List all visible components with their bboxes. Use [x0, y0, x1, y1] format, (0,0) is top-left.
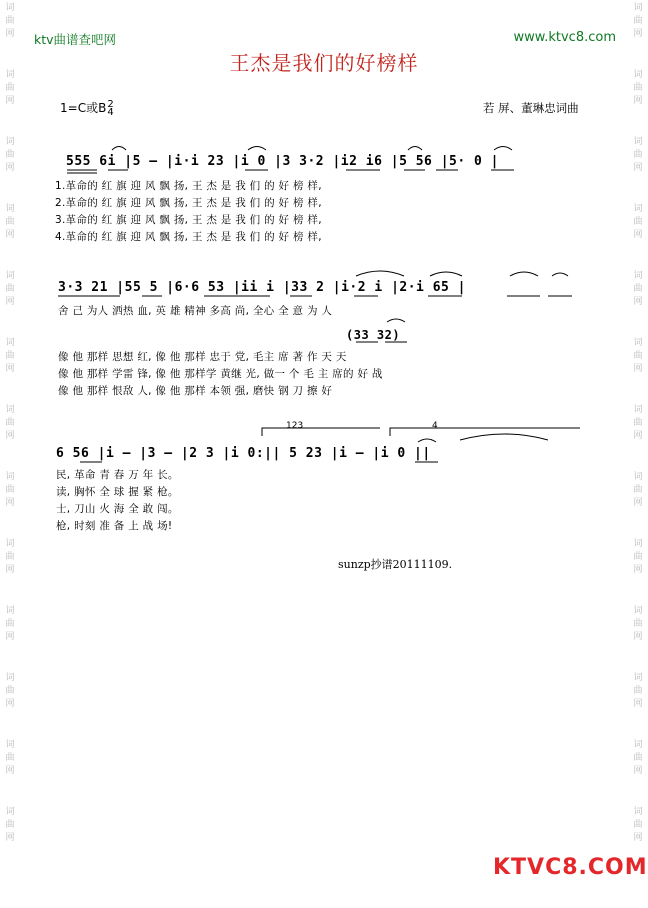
- tie: [248, 147, 266, 151]
- lyric-line-3-verse-3: 士, 刀山 火 海 全 敢 闯。: [56, 503, 179, 515]
- transcriber-signature: sunzp抄谱20111109.: [338, 558, 453, 571]
- lyric-line-3-verse-4: 枪, 时刻 准 备 上 战 场!: [56, 520, 173, 532]
- tie: [408, 147, 422, 151]
- tie: [356, 271, 404, 276]
- lyric-line-2-verse-b: 像 他 那样 学雷 锋, 像 他 那样学 黄继 光, 做一 个 毛 主 席的 好 战: [58, 368, 383, 380]
- lyric-line-3-verse-2: 读, 胸怀 全 球 握 紧 枪。: [56, 486, 179, 498]
- tie: [430, 272, 462, 276]
- site-url-right[interactable]: www.ktvc8.com: [513, 30, 616, 45]
- key-label: 1=C或B: [60, 101, 107, 115]
- composer-credit: 若 屏、董琳忠词曲: [483, 101, 579, 115]
- tie: [494, 147, 512, 151]
- notation-line-2: 3·3 21 |55 5 |6·6 53 |ii i |33 2 |i·2 i |2·i 65 |: [58, 280, 467, 295]
- lyric-line-1-verse-1: 1.革命的 红 旗 迎 风 飘 扬, 王 杰 是 我 们 的 好 榜 样,: [55, 180, 322, 192]
- tie: [418, 439, 436, 442]
- song-title: 王杰是我们的好榜样: [229, 51, 419, 75]
- notation-line-1: 555 6i |5 – |i·i 23 |i 0 |3 3·2 |i2 i6 |5 56 |5· 0 |: [66, 154, 499, 169]
- watermark-left: 词曲网 词曲网 词曲网 词曲网 词曲网 词曲网 词曲网 词曲网 词曲网 词曲网 词曲网 词曲网 词曲网: [5, 3, 15, 843]
- time-denominator: 4: [107, 106, 114, 118]
- watermark-right: 词曲网 词曲网 词曲网 词曲网 词曲网 词曲网 词曲网 词曲网 词曲网 词曲网 词曲网 词曲网 词曲网: [633, 3, 643, 843]
- tie: [460, 434, 548, 440]
- volta-1-label: 123: [286, 421, 304, 431]
- tie: [510, 272, 538, 276]
- time-numerator: 2: [107, 98, 114, 110]
- lyric-line-1-verse-4: 4.革命的 红 旗 迎 风 飘 扬, 王 杰 是 我 们 的 好 榜 样,: [55, 231, 322, 243]
- volta-2-label: 4: [432, 421, 438, 431]
- site-name-left[interactable]: ktv曲谱查吧网: [34, 32, 117, 47]
- lyric-line-1-verse-3: 3.革命的 红 旗 迎 风 飘 扬, 王 杰 是 我 们 的 好 榜 样,: [55, 214, 322, 226]
- site-logo: KTVC8.COM: [493, 855, 648, 880]
- lyric-line-1-verse-2: 2.革命的 红 旗 迎 风 飘 扬, 王 杰 是 我 们 的 好 榜 样,: [55, 197, 322, 209]
- lyric-line-2-verse-c: 像 他 那样 恨敌 人, 像 他 那样 本领 强, 磨快 钢 刀 擦 好: [58, 385, 333, 397]
- volta-bracket-1: [262, 428, 380, 436]
- tie: [387, 319, 405, 322]
- alt-notation: (33 32): [346, 328, 401, 342]
- tie: [112, 147, 126, 151]
- tie: [552, 273, 568, 276]
- notation-line-3: 6 56 |i – |3 – |2 3 |i 0:|| 5 23 |i – |i 0 ||: [56, 446, 431, 461]
- lyric-line-3-verse-1: 民, 革命 青 春 万 年 长。: [56, 469, 179, 481]
- lyric-line-2-top: 舍 己 为人 洒热 血, 英 雄 精神 多高 尚, 全心 全 意 为 人: [58, 305, 333, 317]
- lyric-line-2-verse-a: 像 他 那样 思想 红, 像 他 那样 忠于 党, 毛主 席 著 作 天 天: [58, 351, 347, 363]
